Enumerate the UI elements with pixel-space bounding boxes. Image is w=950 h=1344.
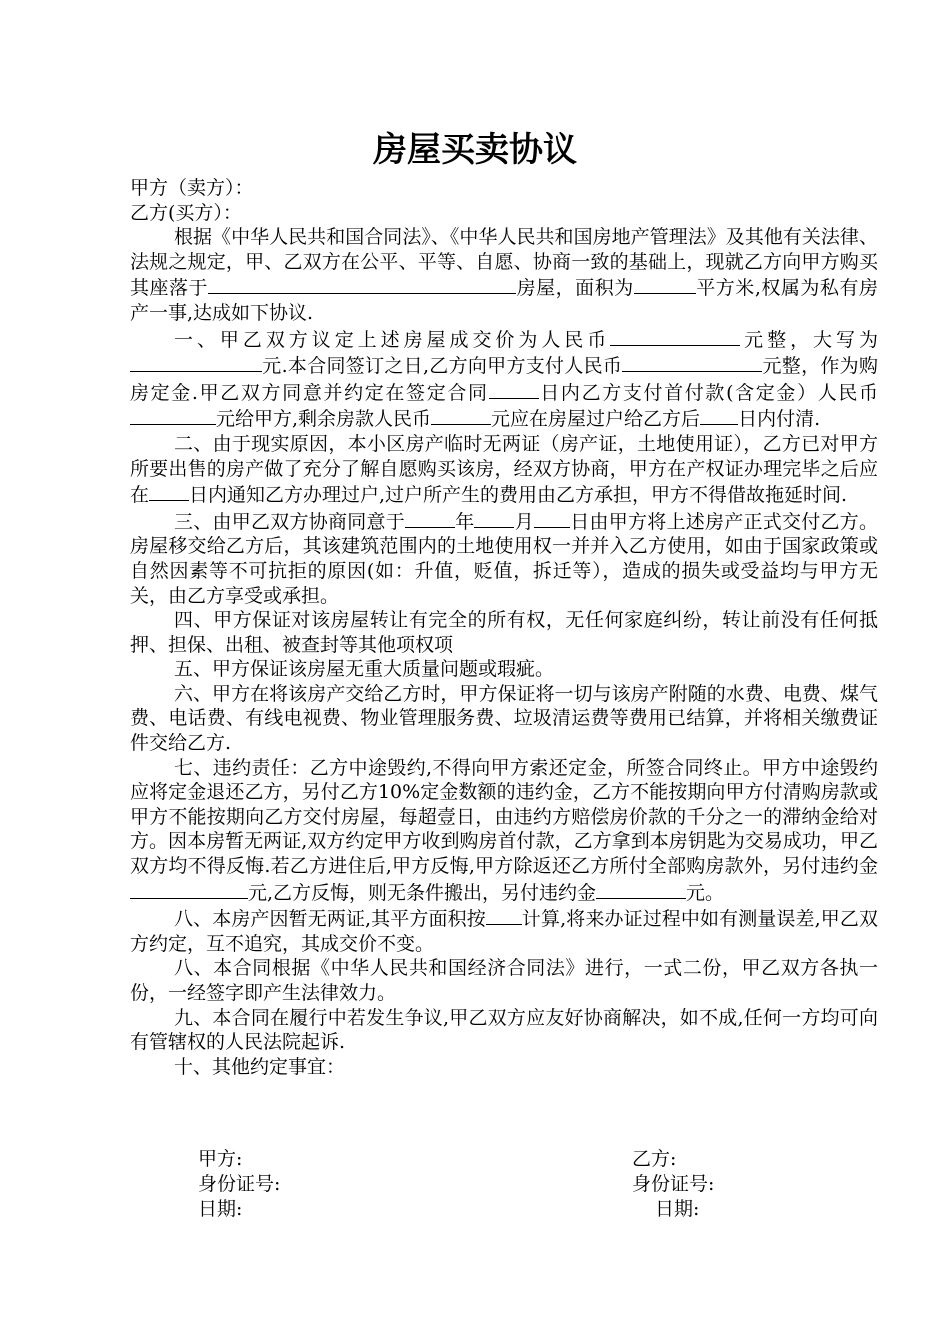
contract-body: [130, 176, 878, 1079]
days-blank-3[interactable]: [149, 481, 189, 501]
penalty-a-blank[interactable]: [130, 879, 248, 899]
day-blank[interactable]: [534, 508, 570, 528]
location-blank[interactable]: [208, 274, 516, 294]
party-a-date-label: 日期:: [198, 1198, 243, 1220]
clause-6: 六、甲方在将该房产交给乙方时，甲方保证将一切与该房产附随的水费、电费、煤气费、电话费、有线电视费、物业管理服务费、垃圾清运费等费用已结算，并将相关缴费证件交给乙方.: [130, 682, 878, 755]
clause-7: 七、违约责任：乙方中途毁约,不得向甲方索还定金，所签合同终止。甲方中途毁约应将定金退还乙方，另付乙方10%定金数额的违约金，乙方不能按期向甲方付清购房款或甲方不能按期向乙方交付房屋，每超壹日，由违约方赔偿房价款的千分之一的滞纳金给对方。因本房暂无两证,双方约定甲方收到购房首付款，乙方拿到本房钥匙为交易成功，甲乙双方均不得反悔.若乙方进住后,甲方反悔,甲方除返还乙方所付全部购房款外，另付违约金元,乙方反悔，则无条件搬出，另付违约金 元。: [130, 756, 878, 904]
month-blank[interactable]: [474, 508, 514, 528]
party-b-date-label: 日期:: [655, 1198, 700, 1220]
area-basis-blank[interactable]: [486, 905, 522, 925]
clause-8b: 八、本合同根据《中华人民共和国经济合同法》进行，一式二份，甲乙双方各执一份，一经签字即产生法律效力。: [130, 957, 878, 1004]
down-payment-blank[interactable]: [130, 405, 216, 425]
clause-1: 一、甲乙双方议定上述房屋成交价为人民币 元整，大写为元.本合同签订之日,乙方向甲方支付人民币 元整，作为购房定金.甲乙双方同意并约定在签定合同 日内乙方支付首付款(含定金）人民币元给甲方,剩余房款人民币 元应在房屋过户给乙方后 日内付清.: [130, 326, 878, 432]
party-a-line: 甲方（卖方）：: [130, 177, 254, 199]
days-blank-1[interactable]: [489, 379, 539, 399]
clause-5: 五、甲方保证该房屋无重大质量问题或瑕疵。: [174, 658, 555, 681]
clause-4: 四、甲方保证对该房屋转让有完全的所有权，无任何家庭纠纷，转让前没有任何抵押、担保、出租、被查封等其他项权项: [130, 609, 878, 656]
intro-paragraph: 根据《中华人民共和国合同法》、《中华人民共和国房地产管理法》及其他有关法律、法规之规定，甲、乙双方在公平、平等、自愿、协商一致的基础上，现就乙方向甲方购买其座落于 房屋，面积为 平方米,权属为私有房产一事,达成如下协议.: [130, 226, 878, 324]
days-blank-2[interactable]: [700, 405, 738, 425]
document-title: 房屋买卖协议: [373, 130, 577, 170]
area-blank[interactable]: [634, 274, 696, 294]
clause-3: 三、由甲乙双方协商同意于 年 月 日由甲方将上述房产正式交付乙方。房屋移交给乙方后，其该建筑范围内的土地使用权一并并入乙方使用，如由于国家政策或自然因素等不可抗拒的原因(如：升值，贬值，拆迁等），造成的损失或受益均与甲方无关，由乙方享受或承担。: [130, 508, 878, 608]
price-words-blank[interactable]: [130, 352, 262, 372]
party-b-line: 乙方(买方）：: [130, 201, 242, 224]
clause-10: 十、其他约定事宜：: [174, 1055, 346, 1078]
penalty-b-blank[interactable]: [596, 879, 686, 899]
clause-2: 二、由于现实原因，本小区房产临时无两证（房产证，土地使用证），乙方已对甲方所要出售的房产做了充分了解自愿购买该房，经双方协商，甲方在产权证办理完毕之后应在 日内通知乙方办理过户,过户所产生的费用由乙方承担，甲方不得借故拖延时间.: [130, 432, 878, 507]
year-blank[interactable]: [405, 508, 455, 528]
party-b-signature-label: 乙方:: [632, 1148, 677, 1170]
clause-9: 九、本合同在履行中若发生争议,甲乙双方应友好协商解决，如不成,任何一方均可向有管辖权的人民法院起诉.: [130, 1006, 878, 1054]
price-blank[interactable]: [610, 326, 740, 346]
party-a-id-label: 身份证号:: [198, 1173, 281, 1195]
remaining-blank[interactable]: [431, 405, 491, 425]
deposit-blank[interactable]: [622, 352, 762, 372]
clause-8a: 八、本房产因暂无两证,其平方面积按 计算,将来办证过程中如有测量误差,甲乙双方约定，互不追究，其成交价不变。: [130, 905, 878, 956]
party-b-id-label: 身份证号:: [632, 1173, 715, 1195]
party-a-signature-label: 甲方:: [198, 1148, 243, 1170]
